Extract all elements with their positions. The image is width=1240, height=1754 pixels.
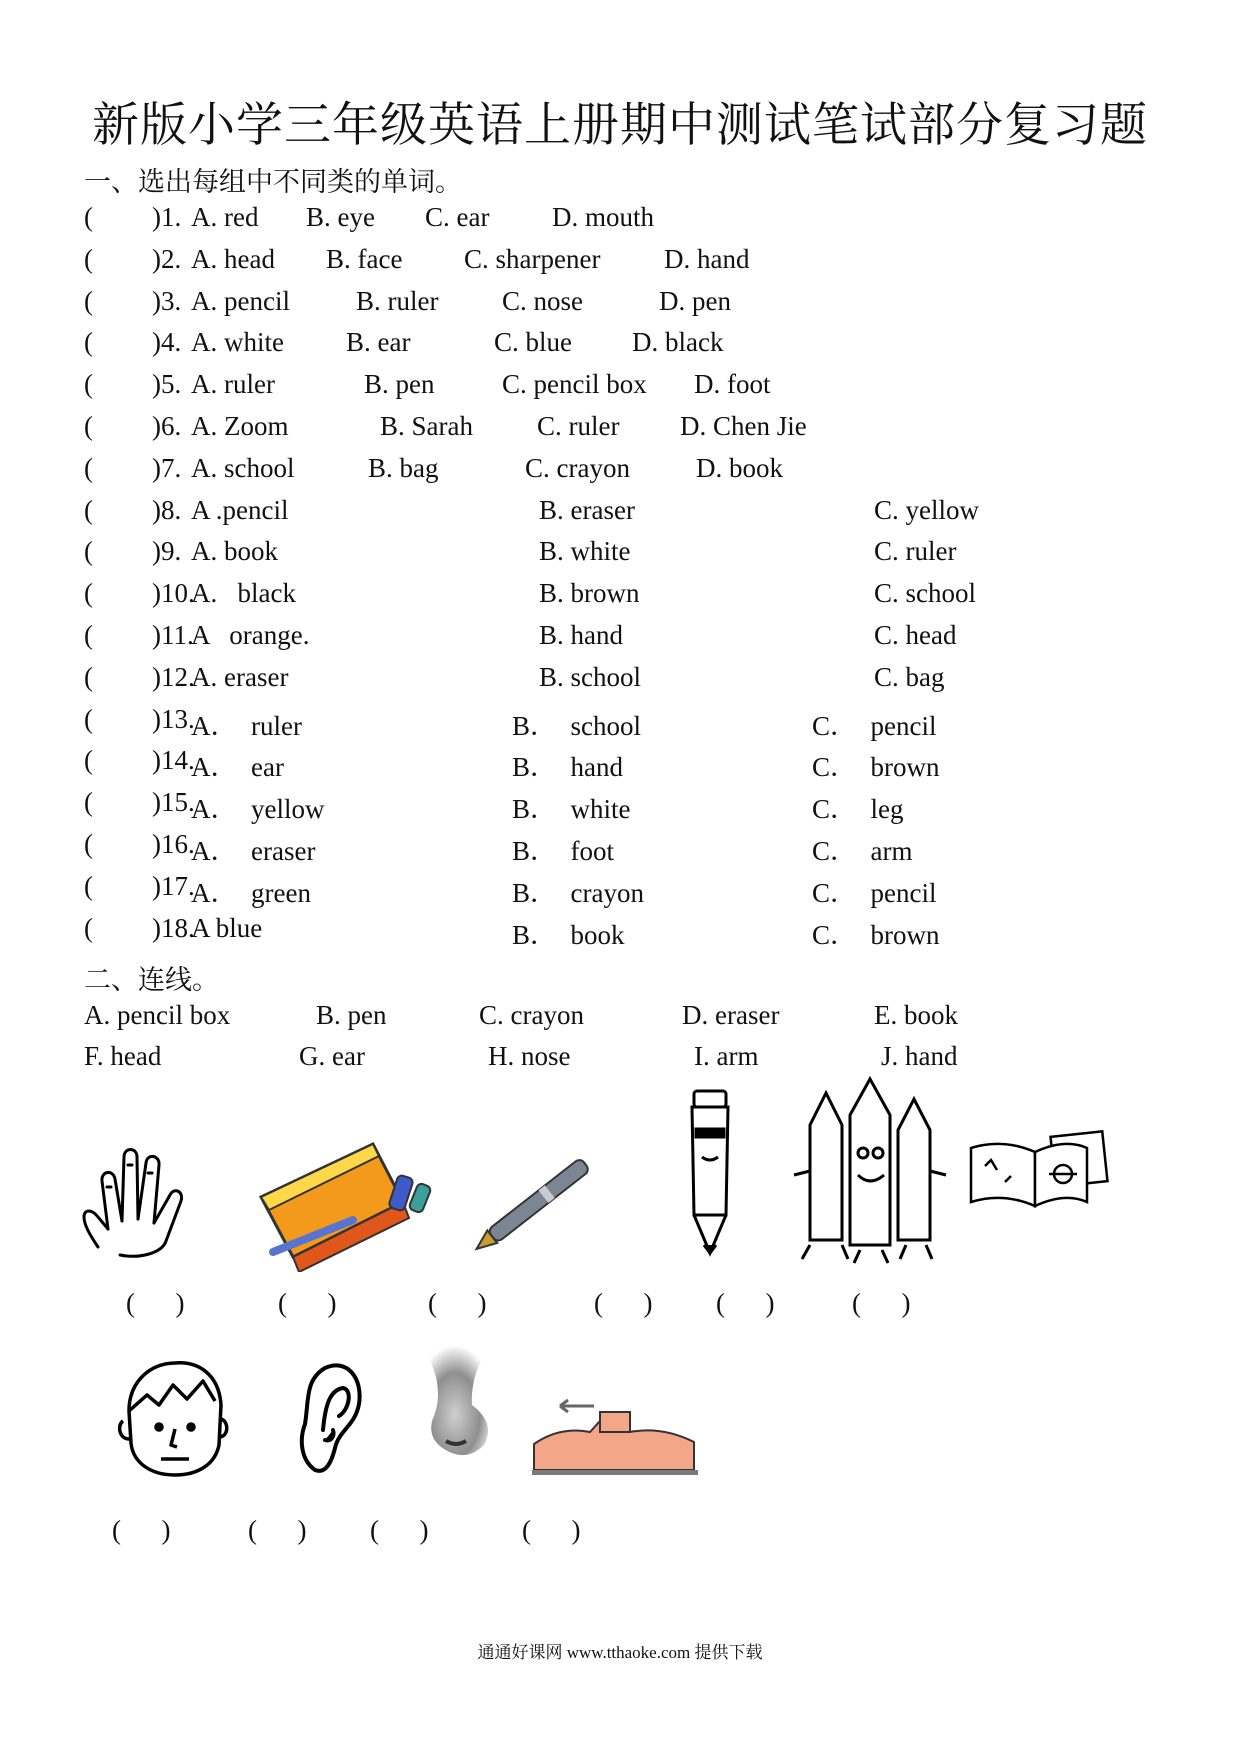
choice-a: A． ruler xyxy=(191,710,302,741)
answer-blank[interactable]: ( xyxy=(84,411,93,441)
open-book-icon xyxy=(965,1130,1110,1210)
answer-blank[interactable]: ( xyxy=(84,578,93,609)
choice-a: A． eraser xyxy=(191,836,316,866)
choice-b: B． hand xyxy=(512,752,623,783)
ear-icon xyxy=(295,1360,365,1480)
question-row xyxy=(84,369,1164,409)
question-row xyxy=(84,286,1164,326)
choice-d: D. book xyxy=(696,452,783,483)
choice-b: B. white xyxy=(539,536,631,567)
choice-b: B. pen xyxy=(364,369,435,400)
choice-a: A． green xyxy=(191,877,311,908)
question-number: )18. xyxy=(152,912,195,943)
choice-c: C. blue xyxy=(494,327,572,358)
pencil-case-icon xyxy=(253,1132,433,1272)
option-d: D. eraser xyxy=(682,1000,780,1030)
hand-icon xyxy=(80,1135,220,1260)
choice-c: C. sharpener xyxy=(464,243,601,274)
choice-b: B. Sarah xyxy=(380,411,473,441)
choice-a: A. book xyxy=(191,536,278,567)
choice-a: A. ruler xyxy=(191,369,275,400)
choice-c: C. school xyxy=(874,578,977,609)
choice-d: D. mouth xyxy=(552,202,655,232)
choice-c: C. ruler xyxy=(874,536,957,567)
choice-a: A. white xyxy=(191,327,284,358)
question-number: )6. xyxy=(152,411,182,441)
choice-c: C． brown xyxy=(812,752,940,783)
answer-blank[interactable]: ( xyxy=(84,494,93,525)
answer-blank[interactable]: ( ) xyxy=(370,1515,429,1545)
answer-blank[interactable]: ( ) xyxy=(522,1515,581,1545)
choice-c: C. bag xyxy=(874,661,945,692)
page-title: 新版小学三年级英语上册期中测试笔试部分复习题 xyxy=(92,98,1148,153)
question-row xyxy=(84,327,1164,367)
nose-icon xyxy=(410,1335,500,1465)
choice-a: A. Zoom xyxy=(191,411,289,441)
choice-d: D. hand xyxy=(664,243,750,274)
choice-c: C. yellow xyxy=(874,494,979,525)
choice-a: A． ear xyxy=(191,752,284,783)
answer-blank[interactable]: ( xyxy=(84,452,93,483)
question-number: )11. xyxy=(152,620,194,650)
choice-a: A .pencil xyxy=(191,494,289,525)
choice-a: A. pencil xyxy=(191,285,290,316)
footer-credit: 通通好课网 www.tthaoke.com 提供下载 xyxy=(477,1643,763,1662)
choice-a: A. black xyxy=(191,578,296,609)
question-row xyxy=(84,745,1164,785)
choice-c: C. ear xyxy=(425,202,490,232)
answer-blank[interactable]: ( ) xyxy=(428,1288,487,1318)
choice-b: B． white xyxy=(512,794,631,825)
option-h: H. nose xyxy=(488,1041,571,1071)
question-number: )5. xyxy=(152,369,182,400)
question-number: )14. xyxy=(152,745,195,776)
question-number: )12. xyxy=(152,661,195,692)
question-row xyxy=(84,536,1164,576)
question-row xyxy=(84,453,1164,493)
choice-c: C. nose xyxy=(502,285,583,316)
answer-blank[interactable]: ( xyxy=(84,870,93,901)
arm-wrestling-icon xyxy=(530,1392,700,1477)
choice-b: B． book xyxy=(512,919,625,950)
answer-blank[interactable]: ( xyxy=(84,536,93,567)
question-number: )1. xyxy=(152,202,182,232)
choice-c: C. crayon xyxy=(525,452,630,483)
match-options-row-1 xyxy=(84,1000,1164,1040)
option-j: J. hand xyxy=(881,1041,958,1071)
answer-blank[interactable]: ( xyxy=(84,620,93,650)
question-number: )2. xyxy=(152,243,182,274)
question-number: )4. xyxy=(152,327,182,358)
question-row xyxy=(84,913,1164,953)
question-number: )9. xyxy=(152,536,182,567)
question-number: )7. xyxy=(152,452,182,483)
option-b: B. pen xyxy=(316,1000,387,1030)
question-number: )10. xyxy=(152,578,195,609)
answer-blank[interactable]: ( ) xyxy=(278,1288,337,1318)
answer-blank[interactable]: ( xyxy=(84,703,93,734)
choice-b: B. eye xyxy=(306,202,375,232)
question-row xyxy=(84,495,1164,535)
option-e: E. book xyxy=(874,1000,958,1030)
choice-a: A． yellow xyxy=(191,794,325,825)
choice-c: C． arm xyxy=(812,836,913,866)
choice-c: C. pencil box xyxy=(502,369,647,400)
answer-blank[interactable]: ( xyxy=(84,285,93,316)
question-number: )3. xyxy=(152,285,182,316)
head-icon xyxy=(115,1355,230,1480)
crayons-icon xyxy=(790,1075,950,1265)
choice-d: D. foot xyxy=(694,369,771,400)
question-row xyxy=(84,411,1164,451)
choice-b: B. ear xyxy=(346,327,411,358)
choice-c: C． brown xyxy=(812,919,940,950)
question-row xyxy=(84,578,1164,618)
choice-a: A. head xyxy=(191,243,275,274)
choice-d: D. pen xyxy=(659,285,731,316)
choice-b: B. eraser xyxy=(539,494,635,525)
question-number: )17. xyxy=(152,870,195,901)
choice-a: A blue xyxy=(191,912,263,943)
question-row xyxy=(84,829,1164,869)
choice-b: B． foot xyxy=(512,836,615,866)
match-options-row-2 xyxy=(84,1041,1164,1081)
choice-c: C. head xyxy=(874,620,957,650)
choice-c: C． pencil xyxy=(812,710,937,741)
question-row xyxy=(84,871,1164,911)
question-number: )15. xyxy=(152,787,195,818)
choice-b: B. brown xyxy=(539,578,640,609)
question-number: )13. xyxy=(152,703,195,734)
question-number: )16. xyxy=(152,829,195,859)
choice-b: B． crayon xyxy=(512,877,644,908)
option-f: F. head xyxy=(84,1041,162,1071)
question-number: )8. xyxy=(152,494,182,525)
choice-c: C． leg xyxy=(812,794,904,825)
question-row xyxy=(84,620,1164,660)
question-row xyxy=(84,787,1164,827)
answer-blank[interactable]: ( xyxy=(84,243,93,274)
option-c: C. crayon xyxy=(479,1000,584,1030)
option-i: I. arm xyxy=(694,1041,759,1071)
choice-b: B． school xyxy=(512,710,642,741)
choice-b: B. face xyxy=(326,243,403,274)
section-2-heading: 二、连线。 xyxy=(84,965,219,996)
fountain-pen-icon xyxy=(460,1140,610,1265)
answer-blank[interactable]: ( xyxy=(84,327,93,358)
choice-b: B. ruler xyxy=(356,285,439,316)
answer-blank[interactable]: ( xyxy=(84,745,93,776)
answer-blank[interactable]: ( xyxy=(84,202,93,232)
answer-blank[interactable]: ( ) xyxy=(852,1288,911,1318)
answer-blank[interactable]: ( ) xyxy=(716,1288,775,1318)
option-g: G. ear xyxy=(299,1041,365,1071)
choice-b: B. school xyxy=(539,661,642,692)
section-1-heading: 一、选出每组中不同类的单词。 xyxy=(84,167,462,198)
answer-blank[interactable]: ( xyxy=(84,369,93,400)
choice-d: D. black xyxy=(632,327,724,358)
question-row xyxy=(84,244,1164,284)
answer-blank[interactable]: ( xyxy=(84,829,93,859)
pencil-character-icon xyxy=(680,1085,740,1260)
option-a: A. pencil box xyxy=(84,1000,231,1030)
question-row xyxy=(84,662,1164,702)
choice-a: A. eraser xyxy=(191,661,289,692)
answer-blank[interactable]: ( ) xyxy=(248,1515,307,1545)
question-row xyxy=(84,704,1164,744)
answer-blank[interactable]: ( ) xyxy=(126,1288,185,1318)
answer-blank[interactable]: ( ) xyxy=(112,1515,171,1545)
answer-blank[interactable]: ( xyxy=(84,912,93,943)
choice-c: C． pencil xyxy=(812,877,937,908)
choice-a: A. red xyxy=(191,202,259,232)
choice-a: A orange. xyxy=(191,620,310,650)
choice-a: A. school xyxy=(191,452,295,483)
answer-blank[interactable]: ( ) xyxy=(594,1288,653,1318)
answer-blank[interactable]: ( xyxy=(84,787,93,818)
choice-b: B. hand xyxy=(539,620,623,650)
question-row xyxy=(84,202,1164,242)
choice-b: B. bag xyxy=(368,452,439,483)
choice-c: C. ruler xyxy=(537,411,620,441)
answer-blank[interactable]: ( xyxy=(84,661,93,692)
choice-d: D. Chen Jie xyxy=(680,411,807,441)
